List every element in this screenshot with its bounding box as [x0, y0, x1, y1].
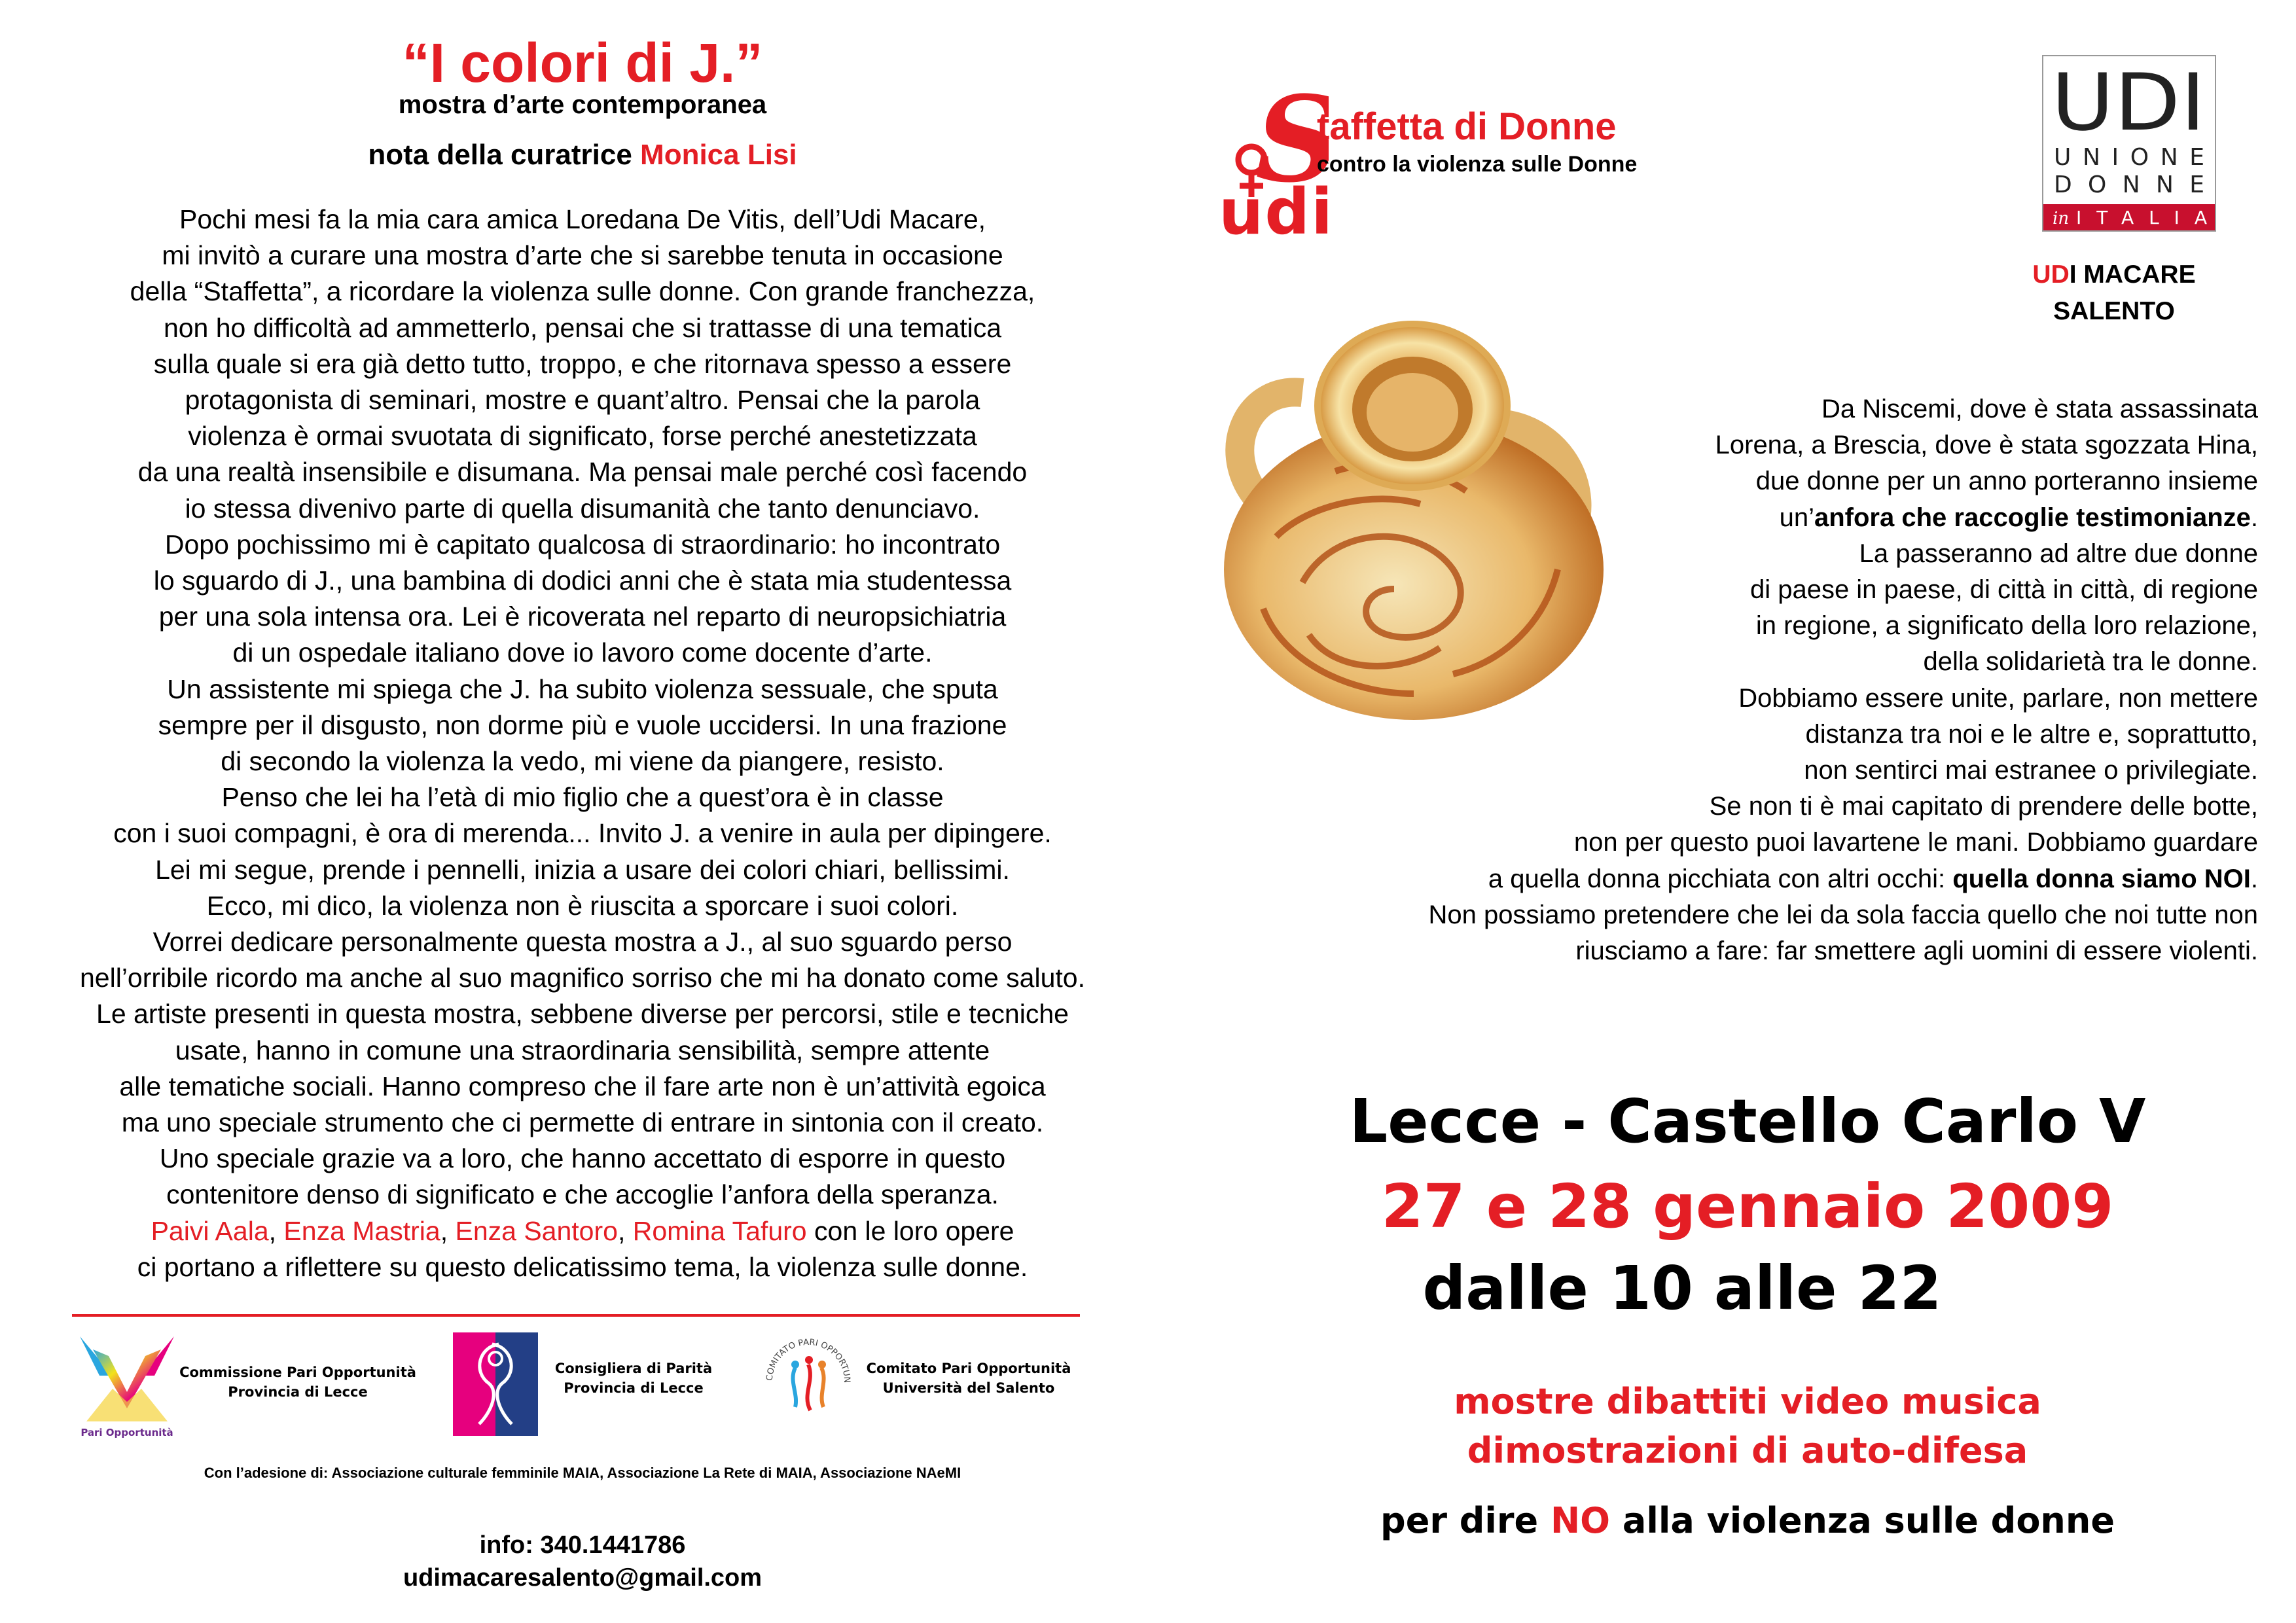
adhesion-note: Con l’adesione di: Associazione culturale femminile MAIA, Associazione La Rete di MAIA, Associazione NAeMI [204, 1465, 961, 1481]
udi-macare-line1 [1983, 257, 2245, 293]
sponsor-2-line2: Provincia di Lecce [564, 1380, 704, 1396]
artist-name: Paivi Aala [151, 1215, 269, 1246]
right-text-line: Lorena, a Brescia, dove è stata sgozzata Hina, [1715, 431, 2258, 460]
right-text-line: Dobbiamo essere unite, parlare, non mettere [1738, 683, 2258, 713]
anfora-prefix: un’ [1779, 503, 1814, 532]
body-line: lo sguardo di J., una bambina di dodici anni che è stata mia studentessa [153, 565, 1012, 596]
body-line: Vorrei dedicare personalmente questa mostra a J., al suo sguardo perso [152, 927, 1013, 957]
sponsor-2-label [529, 1359, 738, 1398]
body-line: della “Staffetta”, a ricordare la violenza sulle donne. Con grande franchezza, [130, 276, 1035, 307]
artist-name: Enza Mastria [283, 1215, 440, 1246]
noi-suffix: . [2250, 864, 2258, 893]
sponsor-1-label [177, 1363, 419, 1402]
right-text-line: distanza tra noi e le altre e, soprattutto, [1805, 719, 2258, 749]
sponsor-3-line2: Università del Salento [882, 1380, 1055, 1396]
body-line: protagonista di seminari, mostre e quant’altro. Pensai che la parola [185, 385, 980, 416]
body-line: Ecco, mi dico, la violenza non è riuscita a sporcare i suoi colori. [206, 890, 959, 921]
body-line: Uno speciale grazie va a loro, che hanno accettato di esporre in questo [159, 1143, 1006, 1174]
comitato-logo-arc-text: COMITATO PARI OPPORTUN [764, 1337, 852, 1383]
body-line: io stessa divenivo parte di quella disumanità che tanto denunciavo. [185, 493, 980, 524]
body-line: Penso che lei ha l’età di mio figlio che a quest’ora è in classe [221, 782, 944, 813]
right-text-line: in regione, a significato della loro relazione, [1755, 611, 2258, 641]
consigliera-parita-logo [453, 1332, 538, 1436]
anfora-bold: anfora che raccoglie testimonianze [1814, 503, 2251, 532]
event-activities-1: mostre dibattiti video musica [1454, 1381, 2041, 1422]
artist-separator: , [440, 1215, 456, 1246]
udi-logo-line1: UNIONE [2054, 144, 2204, 171]
curator-name: Monica Lisi [640, 139, 797, 171]
body-line: di secondo la violenza la vedo, mi viene da piangere, resisto. [221, 746, 944, 777]
comitato-pari-opportunita-logo [759, 1329, 857, 1433]
right-text-line: di paese in paese, di città in città, di regione [1749, 575, 2258, 605]
event-venue: Lecce - Castello Carlo V [1349, 1086, 2146, 1156]
artists-line [7, 1213, 1158, 1249]
udi-macare-label [1983, 257, 2245, 330]
anfora-suffix: . [2250, 503, 2258, 532]
sponsor-1-line2: Provincia di Lecce [228, 1384, 368, 1400]
body-line: usate, hanno in comune una straordinaria sensibilità, sempre attente [175, 1035, 990, 1065]
artists-suffix: con le loro opere [806, 1215, 1014, 1246]
body-line: Pochi mesi fa la mia cara amica Loredana De Vitis, dell’Udi Macare, [179, 204, 986, 234]
artist-separator: , [617, 1215, 633, 1246]
event-activities-2: dimostrazioni di auto-difesa [1467, 1430, 2028, 1471]
slogan-no: NO [1550, 1500, 1611, 1541]
event-slogan [1230, 1500, 2265, 1541]
staffetta-subtitle: contro la violenza sulle Donne [1317, 152, 1638, 177]
noi-prefix: a quella donna picchiata con altri occhi: [1488, 864, 1953, 893]
body-line: ci portano a riflettere su questo delicatissimo tema, la violenza sulle donne. [137, 1251, 1028, 1282]
udi-logo [2042, 55, 2216, 232]
noi-bold: quella donna siamo NOI [1952, 864, 2251, 893]
body-line: nell’orribile ricordo ma anche al suo magnifico sorriso che mi ha donato come saluto. [80, 963, 1085, 993]
udi-logo-big: UDI [2051, 58, 2206, 149]
red-divider [72, 1314, 1080, 1317]
body-line: di un ospedale italiano dove io lavoro come docente d’arte. [232, 637, 933, 668]
staffetta-title: taffetta di Donne [1317, 105, 1617, 148]
artist-separator: , [268, 1215, 284, 1246]
body-line: per una sola intensa ora. Lei è ricoverata nel reparto di neuropsichiatria [158, 601, 1007, 632]
pari-opportunita-logo [73, 1330, 181, 1441]
curator-prefix: nota della curatrice [368, 139, 641, 171]
sponsor-1-line1: Commissione Pari Opportunità [179, 1364, 416, 1380]
right-text-line: Se non ti è mai capitato di prendere delle botte, [1709, 792, 2258, 821]
event-dates: 27 e 28 gennaio 2009 [1381, 1171, 2114, 1241]
right-text-line: riusciamo a fare: far smettere agli uomini di essere violenti. [1575, 936, 2258, 966]
right-text-line: La passeranno ad altre due donne [1859, 539, 2258, 568]
udi-macare-red: UD [2032, 260, 2070, 289]
curator-note [7, 202, 1158, 1285]
body-line: violenza è ormai svuotata di significato, forse perché anestetizzata [188, 421, 977, 452]
udi-logo-in: in [2053, 209, 2070, 228]
anfora-line [1276, 500, 2258, 536]
svg-text:COMITATO PARI OPPORTUNITÀ [759, 1329, 852, 1383]
body-line: contenitore denso di significato e che accoglie l’anfora della speranza. [166, 1179, 999, 1210]
right-text-line: non per questo puoi lavartene le mani. Dobbiamo guardare [1573, 828, 2258, 857]
right-text-line: due donne per un anno porteranno insieme [1755, 467, 2258, 496]
body-line: ma uno speciale strumento che ci permette di entrare in sintonia con il creato. [121, 1107, 1044, 1138]
slogan-suffix: alla violenza sulle donne [1610, 1500, 2115, 1541]
info-phone: info: 340.1441786 [479, 1531, 686, 1559]
artist-name: Romina Tafuro [632, 1215, 807, 1246]
udi-macare-line2: SALENTO [2053, 297, 2175, 325]
sponsor-2-line1: Consigliera di Parità [554, 1361, 713, 1376]
right-text-line: Da Niscemi, dove è stata assassinata [1821, 395, 2258, 423]
slogan-prefix: per dire [1380, 1500, 1551, 1541]
body-line: da una realtà insensibile e disumana. Ma pensai male perché così facendo [137, 457, 1028, 488]
pari-opportunita-logo-text: Pari Opportunità [81, 1427, 173, 1438]
body-line: Dopo pochissimo mi è capitato qualcosa di straordinario: ho incontrato [164, 529, 1001, 560]
body-line: sempre per il disgusto, non dorme più e vuole uccidersi. In una frazione [158, 709, 1007, 740]
body-line: sulla quale si era già detto tutto, troppo, e che ritornava spesso a essere [153, 348, 1012, 379]
udi-macare-rest: I MACARE [2069, 260, 2196, 289]
sponsor-3-label [851, 1359, 1086, 1398]
event-hours: dalle 10 alle 22 [1422, 1253, 1942, 1323]
body-line: non ho difficoltà ad ammetterlo, pensai che si trattasse di una tematica [163, 312, 1002, 343]
noi-line [1276, 861, 2258, 897]
right-text-line: Non possiamo pretendere che lei da sola faccia quello che noi tutte non [1428, 900, 2258, 929]
body-line: alle tematiche sociali. Hanno compreso che il fare arte non è un’attività egoica [119, 1071, 1046, 1101]
sponsor-3-line1: Comitato Pari Opportunità [866, 1361, 1071, 1376]
curator-line [0, 139, 1165, 171]
body-line: Lei mi segue, prende i pennelli, inizia a usare dei colori chiari, bellissimi. [155, 854, 1010, 885]
udi-logo-line2: DONNE [2054, 171, 2204, 198]
udi-logo-line3: ITALIA [2076, 207, 2207, 228]
right-text-line: della solidarietà tra le donne. [1923, 647, 2258, 677]
body-line: con i suoi compagni, è ora di merenda... Invito J. a venire in aula per dipingere. [113, 818, 1052, 849]
exhibition-subtitle: mostra d’arte contemporanea [398, 90, 767, 119]
right-text-line: non sentirci mai estranee o privilegiate. [1804, 756, 2258, 785]
body-line: Le artiste presenti in questa mostra, sebbene diverse per percorsi, stile e tecniche [96, 999, 1069, 1029]
exhibition-title: “I colori di J.” [402, 32, 763, 94]
staffetta-description [1276, 391, 2258, 969]
artist-name: Enza Santoro [455, 1215, 618, 1246]
body-line: mi invitò a curare una mostra d’arte che si sarebbe tenuta in occasione [162, 240, 1003, 271]
staffetta-udi-text: udi [1219, 175, 1334, 249]
body-line: Un assistente mi spiega che J. ha subito violenza sessuale, che sputa [167, 673, 998, 704]
info-email: udimacaresalento@gmail.com [403, 1564, 762, 1592]
